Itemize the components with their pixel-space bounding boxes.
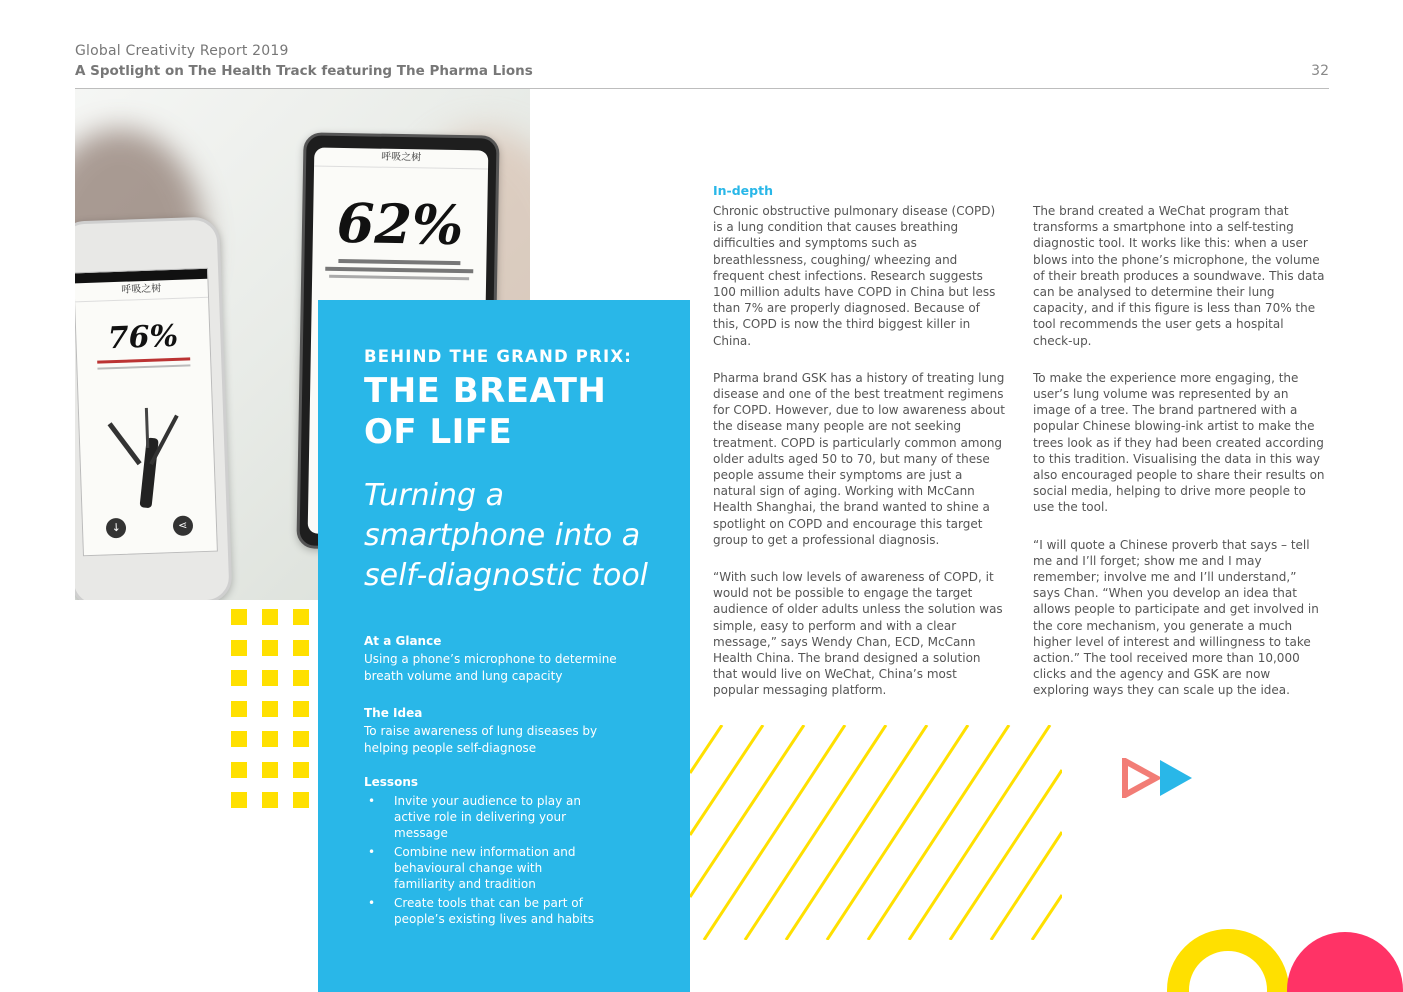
text-line: [330, 275, 469, 280]
ink-tree-icon: [100, 406, 193, 509]
card-headline: THE BREATH OF LIFE: [364, 371, 607, 452]
decor-stripes: [690, 725, 1062, 940]
page-number: 32: [1311, 63, 1329, 79]
body-paragraph: Chronic obstructive pulmonary disease (COPD) is a lung condition that causes breathing difficulties and symptoms such as breathlessness, coughing/ wheezing and frequent chest infections. Research suggests 100 million adults have COPD in China but less than 7% are properly diagnosed. Because of this, COPD is now the third biggest killer in China.: [713, 204, 996, 348]
body-paragraph: Pharma brand GSK has a history of treating lung disease and one of the best treatment regimens for COPD. However, due to low awareness about the disease many people are not seeking treatment. COPD is particularly common among older adults aged 50 to 70, but many of these people assume their symptoms are just a natural sign of aging. Working with McCann Health Shanghai, the brand wanted to shine a spotlight on COPD and encourage this target group to get a professional diagnosis.: [713, 370, 1005, 547]
body-paragraph: “With such low levels of awareness of COPD, it would not be possible to engage the target audience of older adults unless the solution was simple, easy to perform and with a clear message,” says Wendy Chan, ECD, McCann Health China. The brand designed a solution that would live on WeChat, China’s most popular messaging platform.: [713, 570, 1003, 698]
play-arrows-icon: [1120, 758, 1200, 798]
idea-heading: The Idea: [364, 706, 423, 720]
body-paragraph: “I will quote a Chinese proverb that says – tell me and I’ll forget; show me and I may remember; involve me and I’ll understand,” says Chan. “When you develop an idea that allows people to participate and get involved in the core mechanism, you generate a much higher level of interest and willingness to take action.” The tool received more than 10,000 clicks and the agency and GSK are now exploring ways they can scale up the idea.: [1033, 537, 1319, 698]
decor-dot-grid: [231, 609, 311, 809]
body-paragraph: To make the experience more engaging, the user’s lung volume was represented by an image of a tree. The brand partnered with a popular Chinese blowing-ink artist to make the trees look as if they had been created according to this tradition. Visualising the data in this way also encouraged people to share their results on social media, helping to drive more people to use the tool.: [1033, 370, 1325, 515]
front-phone: [75, 216, 233, 600]
text-line: [97, 357, 190, 363]
indepth-column-left: [713, 203, 1005, 720]
lessons-list: [364, 793, 624, 930]
phone-actions: [83, 515, 217, 540]
download-icon: ↓: [106, 518, 127, 539]
report-subtitle: A Spotlight on The Health Track featuring The Pharma Lions: [75, 63, 533, 79]
summary-card: [318, 300, 690, 992]
front-phone-screen: [75, 268, 218, 557]
indepth-label: In-depth: [713, 183, 773, 198]
front-phone-percent: 76%: [107, 318, 179, 357]
front-phone-title: 呼吸之树: [75, 279, 208, 303]
lesson-item: • Invite your audience to play an active role in delivering your message: [364, 793, 604, 841]
text-line: [325, 267, 473, 274]
glance-heading: At a Glance: [364, 634, 442, 648]
idea-body: To raise awareness of lung diseases by helping people self-diagnose: [364, 724, 598, 755]
text-line: [97, 364, 190, 369]
lesson-item: • Create tools that can be part of people’s existing lives and habits: [364, 895, 604, 927]
lesson-item: • Combine new information and behavioural change with familiarity and tradition: [364, 844, 604, 892]
report-title: Global Creativity Report 2019: [75, 43, 289, 59]
body-paragraph: The brand created a WeChat program that transforms a smartphone into a self-testing diagnostic tool. It works like this: when a user blows into the phone’s microphone, the volume of their breath produces a soundwave. This data can be analysed to determine their lung capacity, and if this figure is less than 70% the tool recommends the user gets a hospital check-up.: [1033, 204, 1325, 348]
back-phone-percent: 62%: [336, 190, 464, 258]
decor-circles: [1165, 920, 1403, 992]
glance-body: Using a phone’s microphone to determine breath volume and lung capacity: [364, 652, 617, 683]
back-phone-title: 呼吸之树: [314, 148, 488, 170]
share-icon: ⋖: [172, 515, 193, 536]
card-kicker: BEHIND THE GRAND PRIX:: [364, 347, 633, 366]
lessons-heading: Lessons: [364, 775, 418, 789]
text-line: [338, 259, 460, 265]
page-header: [75, 42, 1329, 89]
indepth-column-right: [1033, 203, 1325, 720]
card-tagline: Turning a smartphone into a self-diagnostic tool: [364, 478, 649, 593]
